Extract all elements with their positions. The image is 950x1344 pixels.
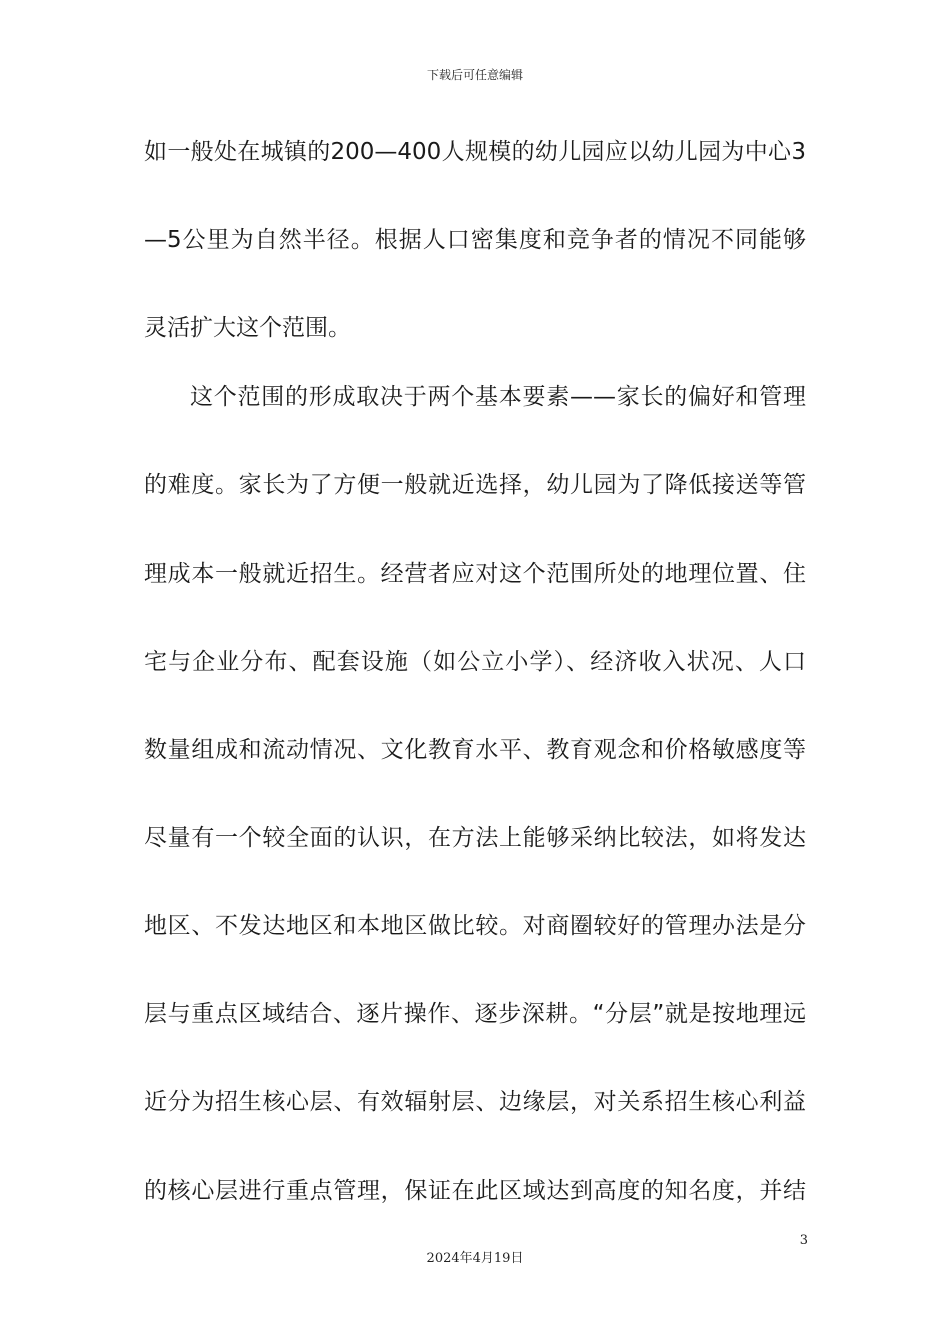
paragraph-line: 这个范围的形成取决于两个基本要素——家长的偏好和管理: [190, 384, 806, 410]
header-note: 下载后可任意编辑: [426, 68, 523, 82]
paragraph-line: 尽量有一个较全面的认识，在方法上能够采纳比较法，如将发达: [144, 825, 806, 851]
footer-date: 2024年4月19日: [426, 1251, 524, 1266]
paragraph-line: 灵活扩大这个范围。: [144, 315, 351, 341]
paragraph-line: 理成本一般就近招生。经营者应对这个范围所处的地理位置、住: [144, 561, 806, 587]
paragraph-line: 地区、不发达地区和本地区做比较。对商圈较好的管理办法是分: [144, 913, 806, 939]
paragraph-line: 如一般处在城镇的200—400人规模的幼儿园应以幼儿园为中心3: [144, 139, 806, 165]
paragraph-line: 近分为招生核心层、有效辐射层、边缘层，对关系招生核心利益: [144, 1089, 806, 1115]
paragraph-line: 宅与企业分布、配套设施（如公立小学）、经济收入状况、人口: [144, 649, 806, 675]
paragraph-line: 层与重点区域结合、逐片操作、逐步深耕。“分层”就是按地理远: [144, 1001, 806, 1027]
paragraph-line: —5公里为自然半径。根据人口密集度和竞争者的情况不同能够: [144, 227, 806, 253]
page-number: 3: [799, 1233, 808, 1248]
paragraph-line: 的难度。家长为了方便一般就近选择，幼儿园为了降低接送等管: [144, 472, 806, 498]
paragraph-line: 数量组成和流动情况、文化教育水平、教育观念和价格敏感度等: [144, 737, 806, 763]
paragraph-line: 的核心层进行重点管理，保证在此区域达到高度的知名度，并结: [144, 1178, 806, 1204]
